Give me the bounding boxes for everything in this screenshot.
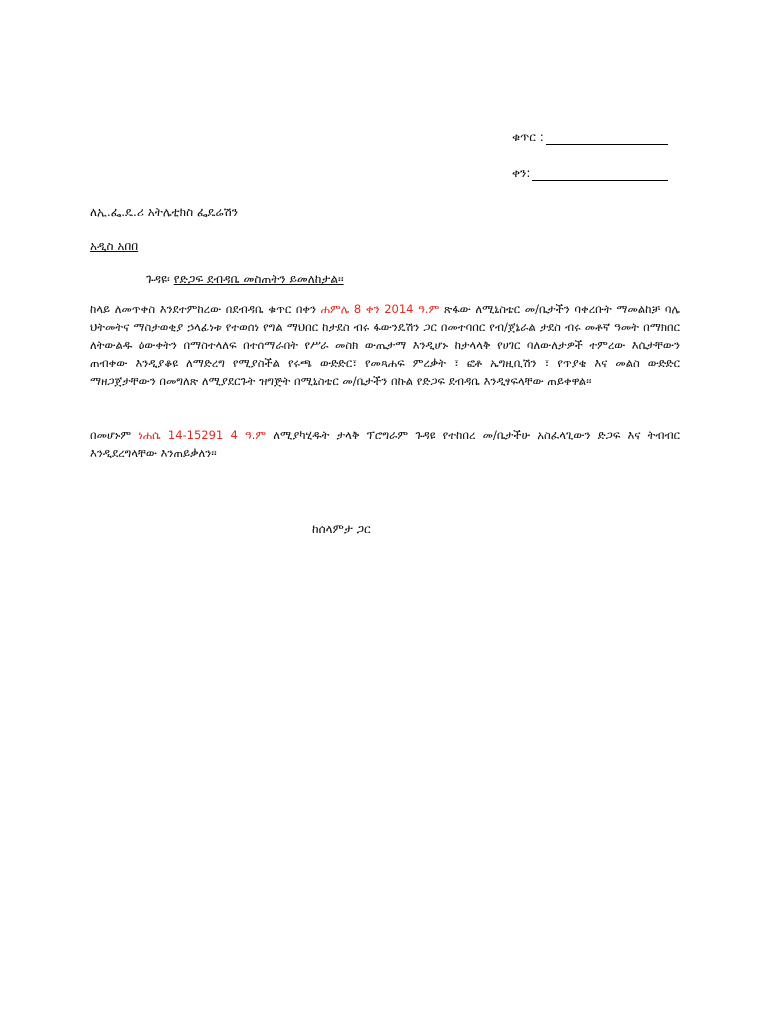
date-label: ቀን:	[512, 166, 531, 180]
body-p2-date: ነሐሴ 14-15291 4 ዓ.ም	[138, 428, 267, 442]
date-blank	[532, 168, 668, 181]
subject-label: ጉዳዩ፡	[146, 272, 170, 286]
body-p2-rest: ለሚያካሂዱት ታላቅ ፕሮግራም ጉዳዩ የተከበረ መ/ቤታችሁ አስፈላጊውን ድጋፍ እና ትብብር እንዲደረግላቸው እንጠይቃለን፡፡	[90, 428, 680, 460]
recipient-name: ለኢ.ፌ.ዴ.ሪ አትሌቲክስ ፌዴሬሽን	[90, 205, 238, 219]
reference-number-line	[512, 130, 668, 145]
body-p1-start: ከላይ ለመጥቀስ እንደተምከረው በደብዳቤ ቁጥር በቀን	[90, 302, 321, 316]
body-paragraph-1	[90, 300, 680, 390]
body-p1-rest: ጽፋው ለሚኒስቴር መ/ቤታችን ባቀረቡት ማመልከቻ ባሌ ህትመትና ማስታወቂያ ኃላፊነቱ የተወሰነ የግል ማህበር ከታደስ ብሩ ፋውንዴሽን ጋር በመተባበር የብ/ጀኔራል ታደስ ብሩ መቶኛ ዓመት በማክበር ለትውልዱ ዕውቀትን በማስተላለፍ በተሰማራበት የሥራ መስክ ውጤታማ እንዲሆኑ ከታላላቅ የሀገር ባለውለታዎች ተምረው እሴታቸውን ጠብቀው እንዲያቆዩ ለማድረግ የሚያስችል የሩጫ ውድድር፣ የመጻሐፍ ምረቃት ፣ ፎቶ ኤግዚቢሽን ፣ የጥያቄ እና መልስ ውድድር ማዘጋጀታቸውን በመግለጽ ለሚያደርጉት ዝግጅት በሚኒስቴር መ/ቤታችን በኩል የድጋፍ ደብዳቤ እንዲፃፍላቸው ጠይቀዋል፡፡	[90, 302, 681, 388]
reference-number-label: ቁጥር :	[512, 130, 544, 144]
body-paragraph-2	[90, 426, 680, 462]
subject-line	[146, 272, 344, 287]
date-line	[512, 166, 668, 181]
recipient-city: አዲስ አበበ	[90, 239, 139, 253]
body-p1-date: ሐምሌ 8 ቀን 2014 ዓ.ም	[320, 302, 440, 316]
closing-salutation: ከሰላምታ ጋር	[312, 522, 371, 536]
subject-text: የድጋፍ ደብዳቤ መስጠትን ይመለከታል፡፡	[173, 272, 344, 286]
reference-number-blank	[546, 132, 668, 145]
body-p2-start: በመሆኑም	[90, 428, 139, 442]
